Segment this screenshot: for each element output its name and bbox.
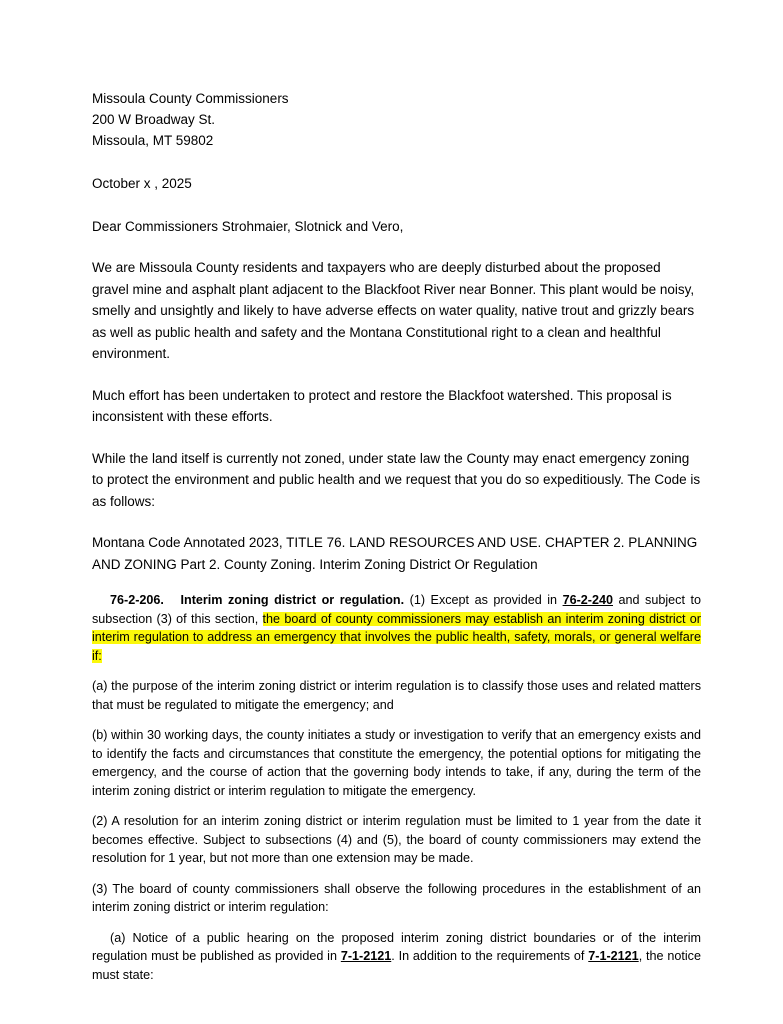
body-paragraph-3: While the land itself is currently not zoned, under state law the County may enact emergency zoning to protect the environment and public health and we request that you do so expeditiously. The Code is as follows: [92,450,701,509]
statute-intro-b: and subject to subsection (3) of this section, [92,593,701,626]
statute-link-7-1-2121-first[interactable]: 7-1-2121 [340,949,392,963]
statute-link-7-1-2121-second[interactable]: 7-1-2121 [588,949,639,963]
statute-link-76-2-240[interactable]: 76-2-240 [562,593,613,607]
recipient-name: Missoula County Commissioners [92,91,289,106]
recipient-street: 200 W Broadway St. [92,112,216,127]
recipient-city-state-zip: Missoula, MT 59802 [92,133,214,148]
statute-item-3a [92,929,701,985]
date-line: October x , 2025 [92,176,192,191]
highlighted-statute-text: the board of county commissioners may establish an interim zoning district or interim regulation to address an emergency that involves the public health, safety, morals, or general welfare if: [92,611,701,663]
letterhead-block [92,88,701,151]
statute-item-a: (a) the purpose of the interim zoning district or interim regulation is to classify those uses and related matters that must be regulated to mitigate the emergency; and [92,679,701,712]
section-number: 76-2-206. [110,593,164,607]
statute-3a-text-3: , the notice must state: [92,949,701,982]
body-paragraph-1: We are Missoula County residents and taxpayers who are deeply disturbed about the proposed gravel mine and asphalt plant adjacent to the Blackfoot River near Bonner. This plant would be noisy, smelly and unsightly and likely to have adverse effects on water quality, native trout and grizzly bears as well as public health and safety and the Montana Constitutional right to a clean and healthful environment. [92,260,695,361]
salutation: Dear Commissioners Strohmaier, Slotnick and Vero, [92,219,404,234]
statute-3a-text-1: (a) Notice of a public hearing on the proposed interim zoning district boundaries or of the interim regulation must be published as provided in [92,930,701,963]
statute-item-3: (3) The board of county commissioners shall observe the following procedures in the establishment of an interim zoning district or interim regulation: [92,881,701,914]
statute-item-b: (b) within 30 working days, the county initiates a study or investigation to verify that an emergency exists and to identify the facts and circumstances that constitute the emergency, the potential options for mitigating the emergency, and the course of action that the governing body intends to take, if any, during the term of the interim zoning district or interim regulation to mitigate the emergency. [92,728,701,798]
body-paragraph-2: Much effort has been undertaken to protect and restore the Blackfoot watershed. This proposal is inconsistent with these efforts. [92,387,672,424]
statute-item-2: (2) A resolution for an interim zoning district or interim regulation must be limited to 1 year from the date it becomes effective. Subject to subsections (4) and (5), the board of county commissioners may extend the resolution for 1 year, but not more than one extension may be made. [92,814,701,865]
statute-intro-a: (1) Except as provided in [409,593,563,607]
statute-3a-text-2: . In addition to the requirements of [391,949,589,963]
citation-rest: TITLE 76. LAND RESOURCES AND USE. CHAPTER 2. PLANNING AND ZONING Part 2. County Zoning. Interim Zoning District Or Regulation [92,535,698,572]
citation-bold: Montana Code Annotated 2023, [92,535,283,550]
statute-section-206 [92,591,701,665]
section-title: Interim zoning district or regulation. [180,593,405,607]
statute-citation [92,532,701,575]
